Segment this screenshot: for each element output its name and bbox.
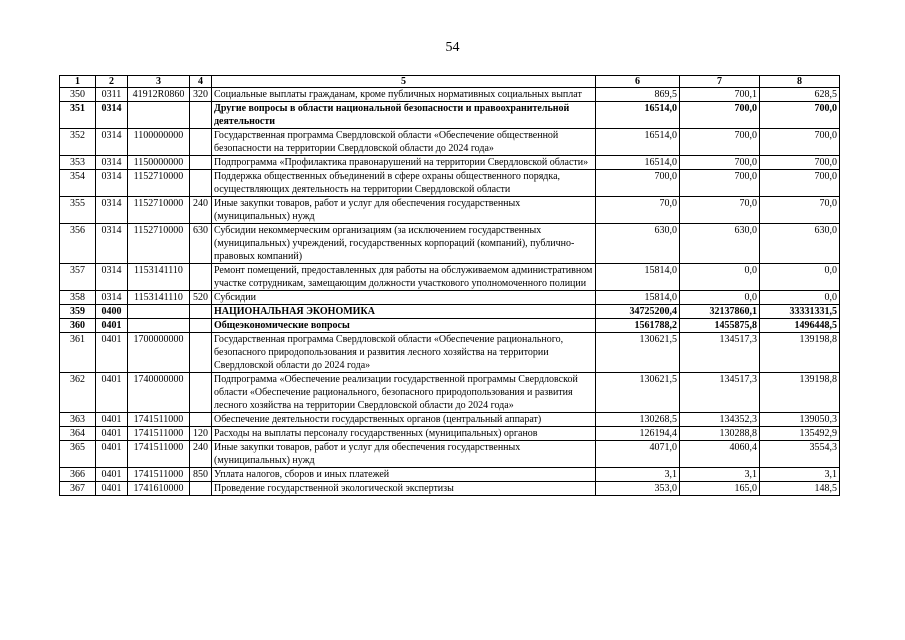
row-number: 360 (60, 319, 96, 333)
item-name: Обеспечение деятельности государственных органов (центральный аппарат) (212, 413, 596, 427)
amount-col-7: 134517,3 (680, 373, 760, 413)
target-article-code: 1740000000 (128, 373, 190, 413)
table-row (60, 129, 840, 156)
amount-col-7: 700,0 (680, 156, 760, 170)
amount-col-6: 630,0 (596, 224, 680, 264)
row-number: 356 (60, 224, 96, 264)
amount-col-6: 126194,4 (596, 427, 680, 441)
column-header: 4 (190, 76, 212, 88)
amount-col-7: 700,0 (680, 170, 760, 197)
expense-type-code (190, 333, 212, 373)
row-number: 361 (60, 333, 96, 373)
amount-col-7: 700,1 (680, 88, 760, 102)
item-name: Другие вопросы в области национальной безопасности и правоохранительной деятельности (212, 102, 596, 129)
section-code: 0314 (96, 264, 128, 291)
amount-col-8: 700,0 (760, 156, 840, 170)
section-code: 0314 (96, 224, 128, 264)
amount-col-8: 33331331,5 (760, 305, 840, 319)
amount-col-8: 628,5 (760, 88, 840, 102)
table-row (60, 319, 840, 333)
expense-type-code: 240 (190, 441, 212, 468)
expense-type-code (190, 264, 212, 291)
amount-col-6: 4071,0 (596, 441, 680, 468)
item-name: Подпрограмма «Профилактика правонарушений на территории Свердловской области» (212, 156, 596, 170)
item-name: Проведение государственной экологической экспертизы (212, 482, 596, 496)
budget-table (59, 75, 840, 496)
amount-col-6: 130268,5 (596, 413, 680, 427)
section-code: 0401 (96, 427, 128, 441)
target-article-code: 1152710000 (128, 197, 190, 224)
target-article-code (128, 102, 190, 129)
expense-type-code (190, 156, 212, 170)
row-number: 352 (60, 129, 96, 156)
section-code: 0314 (96, 129, 128, 156)
amount-col-7: 134352,3 (680, 413, 760, 427)
item-name: Общеэкономические вопросы (212, 319, 596, 333)
amount-col-8: 70,0 (760, 197, 840, 224)
page-number: 54 (445, 40, 460, 55)
amount-col-7: 1455875,8 (680, 319, 760, 333)
section-code: 0401 (96, 319, 128, 333)
row-number: 354 (60, 170, 96, 197)
column-header: 1 (60, 76, 96, 88)
amount-col-8: 700,0 (760, 129, 840, 156)
amount-col-7: 130288,8 (680, 427, 760, 441)
table-row (60, 305, 840, 319)
item-name: Государственная программа Свердловской области «Обеспечение рационального, безопасного природопользования и развития лесного хозяйства на территории Свердловской области до 2024 года» (212, 333, 596, 373)
section-code: 0401 (96, 441, 128, 468)
row-number: 353 (60, 156, 96, 170)
expense-type-code (190, 170, 212, 197)
amount-col-8: 135492,9 (760, 427, 840, 441)
amount-col-6: 869,5 (596, 88, 680, 102)
item-name: Уплата налогов, сборов и иных платежей (212, 468, 596, 482)
amount-col-7: 3,1 (680, 468, 760, 482)
table-row (60, 170, 840, 197)
row-number: 362 (60, 373, 96, 413)
column-header: 8 (760, 76, 840, 88)
item-name: Государственная программа Свердловской области «Обеспечение общественной безопасности на территории Свердловской области до 2024 года» (212, 129, 596, 156)
target-article-code: 1153141110 (128, 291, 190, 305)
table-row (60, 156, 840, 170)
amount-col-6: 16514,0 (596, 102, 680, 129)
item-name: Поддержка общественных объединений в сфере охраны общественного порядка, осуществляющих деятельность на территории Свердловской области (212, 170, 596, 197)
expense-type-code (190, 482, 212, 496)
row-number: 351 (60, 102, 96, 129)
table-row (60, 413, 840, 427)
expense-type-code: 850 (190, 468, 212, 482)
amount-col-6: 3,1 (596, 468, 680, 482)
section-code: 0314 (96, 291, 128, 305)
table-row (60, 88, 840, 102)
item-name: Ремонт помещений, предоставленных для работы на обслуживаемом административном участке сотрудникам, замещающим должности участкового уполномоченного полиции (212, 264, 596, 291)
amount-col-6: 700,0 (596, 170, 680, 197)
table-row (60, 264, 840, 291)
section-code: 0401 (96, 373, 128, 413)
expense-type-code: 630 (190, 224, 212, 264)
amount-col-6: 70,0 (596, 197, 680, 224)
table-row (60, 373, 840, 413)
amount-col-7: 700,0 (680, 129, 760, 156)
amount-col-7: 700,0 (680, 102, 760, 129)
section-code: 0314 (96, 102, 128, 129)
amount-col-7: 134517,3 (680, 333, 760, 373)
target-article-code: 1100000000 (128, 129, 190, 156)
section-code: 0401 (96, 333, 128, 373)
section-code: 0311 (96, 88, 128, 102)
table-row (60, 441, 840, 468)
amount-col-8: 3,1 (760, 468, 840, 482)
table-row (60, 427, 840, 441)
target-article-code: 1741511000 (128, 441, 190, 468)
amount-col-6: 130621,5 (596, 373, 680, 413)
target-article-code (128, 319, 190, 333)
expense-type-code: 120 (190, 427, 212, 441)
table-body (60, 88, 840, 496)
amount-col-6: 16514,0 (596, 129, 680, 156)
row-number: 363 (60, 413, 96, 427)
row-number: 366 (60, 468, 96, 482)
amount-col-6: 130621,5 (596, 333, 680, 373)
amount-col-8: 630,0 (760, 224, 840, 264)
expense-type-code (190, 129, 212, 156)
amount-col-8: 3554,3 (760, 441, 840, 468)
amount-col-7: 32137860,1 (680, 305, 760, 319)
table-row (60, 468, 840, 482)
amount-col-7: 70,0 (680, 197, 760, 224)
amount-col-8: 139198,8 (760, 333, 840, 373)
table-row (60, 102, 840, 129)
item-name: НАЦИОНАЛЬНАЯ ЭКОНОМИКА (212, 305, 596, 319)
column-header: 2 (96, 76, 128, 88)
amount-col-8: 1496448,5 (760, 319, 840, 333)
expense-type-code (190, 305, 212, 319)
table-row (60, 291, 840, 305)
item-name: Иные закупки товаров, работ и услуг для обеспечения государственных (муниципальных) нужд (212, 197, 596, 224)
column-header: 3 (128, 76, 190, 88)
amount-col-7: 0,0 (680, 291, 760, 305)
row-number: 359 (60, 305, 96, 319)
target-article-code: 1152710000 (128, 224, 190, 264)
item-name: Расходы на выплаты персоналу государственных (муниципальных) органов (212, 427, 596, 441)
expense-type-code (190, 319, 212, 333)
amount-col-7: 630,0 (680, 224, 760, 264)
section-code: 0401 (96, 482, 128, 496)
amount-col-6: 353,0 (596, 482, 680, 496)
amount-col-7: 0,0 (680, 264, 760, 291)
table-row (60, 197, 840, 224)
amount-col-8: 700,0 (760, 170, 840, 197)
expense-type-code: 240 (190, 197, 212, 224)
target-article-code: 1741610000 (128, 482, 190, 496)
target-article-code: 1741511000 (128, 413, 190, 427)
target-article-code: 1153141110 (128, 264, 190, 291)
amount-col-8: 148,5 (760, 482, 840, 496)
item-name: Субсидии (212, 291, 596, 305)
amount-col-6: 15814,0 (596, 291, 680, 305)
amount-col-6: 15814,0 (596, 264, 680, 291)
section-code: 0314 (96, 170, 128, 197)
row-number: 355 (60, 197, 96, 224)
section-code: 0400 (96, 305, 128, 319)
table-row (60, 333, 840, 373)
section-code: 0401 (96, 413, 128, 427)
section-code: 0314 (96, 156, 128, 170)
table-header-row (60, 76, 840, 88)
target-article-code: 1152710000 (128, 170, 190, 197)
target-article-code: 1741511000 (128, 427, 190, 441)
item-name: Иные закупки товаров, работ и услуг для обеспечения государственных (муниципальных) нужд (212, 441, 596, 468)
amount-col-8: 0,0 (760, 291, 840, 305)
target-article-code: 41912R0860 (128, 88, 190, 102)
item-name: Социальные выплаты гражданам, кроме публичных нормативных социальных выплат (212, 88, 596, 102)
target-article-code: 1700000000 (128, 333, 190, 373)
expense-type-code (190, 102, 212, 129)
row-number: 357 (60, 264, 96, 291)
row-number: 365 (60, 441, 96, 468)
expense-type-code (190, 373, 212, 413)
amount-col-8: 139050,3 (760, 413, 840, 427)
column-header: 5 (212, 76, 596, 88)
item-name: Подпрограмма «Обеспечение реализации государственной программы Свердловской области «Обеспечение рационального, безопасного природопользования и развития лесного хозяйства на территории Свердловской области до 2024 года» (212, 373, 596, 413)
amount-col-7: 165,0 (680, 482, 760, 496)
expense-type-code (190, 413, 212, 427)
table-row (60, 224, 840, 264)
row-number: 364 (60, 427, 96, 441)
target-article-code (128, 305, 190, 319)
target-article-code: 1150000000 (128, 156, 190, 170)
item-name: Субсидии некоммерческим организациям (за исключением государственных (муниципальных) учреждений, государственных корпораций (компаний), публично-правовых компаний) (212, 224, 596, 264)
amount-col-6: 16514,0 (596, 156, 680, 170)
amount-col-7: 4060,4 (680, 441, 760, 468)
amount-col-6: 34725200,4 (596, 305, 680, 319)
row-number: 350 (60, 88, 96, 102)
target-article-code: 1741511000 (128, 468, 190, 482)
section-code: 0314 (96, 197, 128, 224)
amount-col-6: 1561788,2 (596, 319, 680, 333)
expense-type-code: 320 (190, 88, 212, 102)
amount-col-8: 139198,8 (760, 373, 840, 413)
column-header: 6 (596, 76, 680, 88)
row-number: 358 (60, 291, 96, 305)
amount-col-8: 0,0 (760, 264, 840, 291)
section-code: 0401 (96, 468, 128, 482)
table-row (60, 482, 840, 496)
amount-col-8: 700,0 (760, 102, 840, 129)
column-header: 7 (680, 76, 760, 88)
row-number: 367 (60, 482, 96, 496)
expense-type-code: 520 (190, 291, 212, 305)
